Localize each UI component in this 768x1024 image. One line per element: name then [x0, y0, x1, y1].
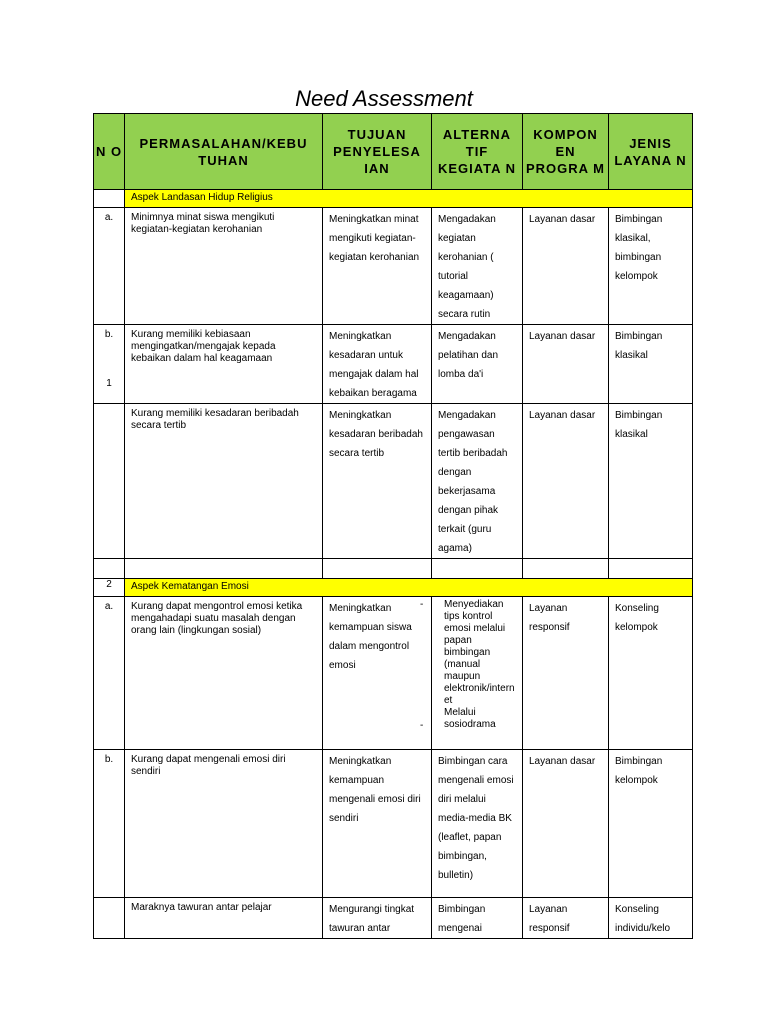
- empty-row: [94, 559, 693, 579]
- table-row: [94, 597, 693, 750]
- header-component: KOMPON EN PROGRA M: [523, 114, 609, 190]
- header-service: JENIS LAYANA N: [609, 114, 693, 190]
- activity-cell: Mengadakan pengawasan tertib beribadah dengan bekerjasama dengan pihak terkait (guru agama): [432, 404, 523, 559]
- component-cell: Layanan dasar: [523, 404, 609, 559]
- table-row: [94, 750, 693, 898]
- activity-cell: Mengadakan kegiatan kerohanian ( tutorial keagamaan) secara rutin: [432, 208, 523, 325]
- service-cell: Bimbingan klasikal: [609, 325, 693, 404]
- problem-cell: Kurang dapat mengontrol emosi ketika mengahadapi suatu masalah dengan orang lain (lingkungan sosial): [125, 597, 323, 750]
- row-number: a.: [94, 597, 125, 750]
- table-row: [94, 898, 693, 939]
- goal-cell: Mengurangi tingkat tawuran antar: [323, 898, 432, 939]
- problem-cell: Maraknya tawuran antar pelajar: [125, 898, 323, 939]
- bullet-dash: -: [420, 720, 424, 731]
- bullet-dash: -: [420, 599, 424, 610]
- section-header-row: [94, 190, 693, 208]
- problem-cell: Minimnya minat siswa mengikuti kegiatan-kegiatan kerohanian: [125, 208, 323, 325]
- problem-cell: Kurang memiliki kebiasaan mengingatkan/mengajak kepada kebaikan dalam hal keagamaan: [125, 325, 323, 404]
- component-cell: Layanan dasar: [523, 325, 609, 404]
- section-number: 2: [94, 579, 125, 597]
- problem-cell: Kurang memiliki kesadaran beribadah secara tertib: [125, 404, 323, 559]
- component-cell: Layanan dasar: [523, 750, 609, 898]
- section-label: Aspek Landasan Hidup Religius: [125, 190, 693, 208]
- goal-cell: Meningkatkan kesadaran beribadah secara tertib: [323, 404, 432, 559]
- component-cell: Layanan responsif: [523, 898, 609, 939]
- activity-cell: Mengadakan pelatihan dan lomba da'i: [432, 325, 523, 404]
- header-no: N O: [94, 114, 125, 190]
- table-row: [94, 404, 693, 559]
- activity-item: Melalui sosiodrama: [444, 707, 496, 730]
- activity-cell: [420, 597, 523, 750]
- header-row: [94, 114, 693, 190]
- row-number: b.: [104, 329, 114, 340]
- page-title: Need Assessment: [295, 86, 473, 111]
- row-number: a.: [94, 208, 125, 325]
- table-row: [94, 325, 693, 404]
- header-goal: TUJUAN PENYELESA IAN: [323, 114, 432, 190]
- table-row: [94, 208, 693, 325]
- problem-cell: Kurang dapat mengenali emosi diri sendiri: [125, 750, 323, 898]
- service-cell: Bimbingan kelompok: [609, 750, 693, 898]
- goal-cell: Meningkatkan kemampuan siswa dalam mengontrol emosi: [323, 597, 432, 750]
- section-number: 1: [106, 378, 112, 389]
- goal-cell: Meningkatkan minat mengikuti kegiatan-kegiatan kerohanian: [323, 208, 432, 325]
- section-header-row: [94, 579, 693, 597]
- component-cell: Layanan responsif: [523, 597, 609, 750]
- goal-cell: Meningkatkan kesadaran untuk mengajak dalam hal kebaikan beragama: [323, 325, 432, 404]
- goal-cell: Meningkatkan kemampuan mengenali emosi diri sendiri: [323, 750, 432, 898]
- activity-item: Menyediakan tips kontrol emosi melalui papan bimbingan (manual maupun elektronik/intern et: [444, 599, 515, 706]
- service-cell: Bimbingan klasikal: [609, 404, 693, 559]
- row-number: [94, 898, 125, 939]
- header-activity: ALTERNA TIF KEGIATA N: [432, 114, 523, 190]
- row-number: b.: [94, 750, 125, 898]
- activity-cell: Bimbingan cara mengenali emosi diri melalui media-media BK (leaflet, papan bimbingan, bulletin): [432, 750, 523, 898]
- need-assessment-table: [93, 113, 693, 939]
- service-cell: Bimbingan klasikal, bimbingan kelompok: [609, 208, 693, 325]
- header-problem: PERMASALAHAN/KEBU TUHAN: [125, 114, 323, 190]
- section-label: Aspek Kematangan Emosi: [125, 579, 693, 597]
- service-cell: Konseling kelompok: [609, 597, 693, 750]
- activity-cell: Bimbingan mengenai: [432, 898, 523, 939]
- row-number: [94, 404, 125, 559]
- service-cell: Konseling individu/kelo: [609, 898, 693, 939]
- component-cell: Layanan dasar: [523, 208, 609, 325]
